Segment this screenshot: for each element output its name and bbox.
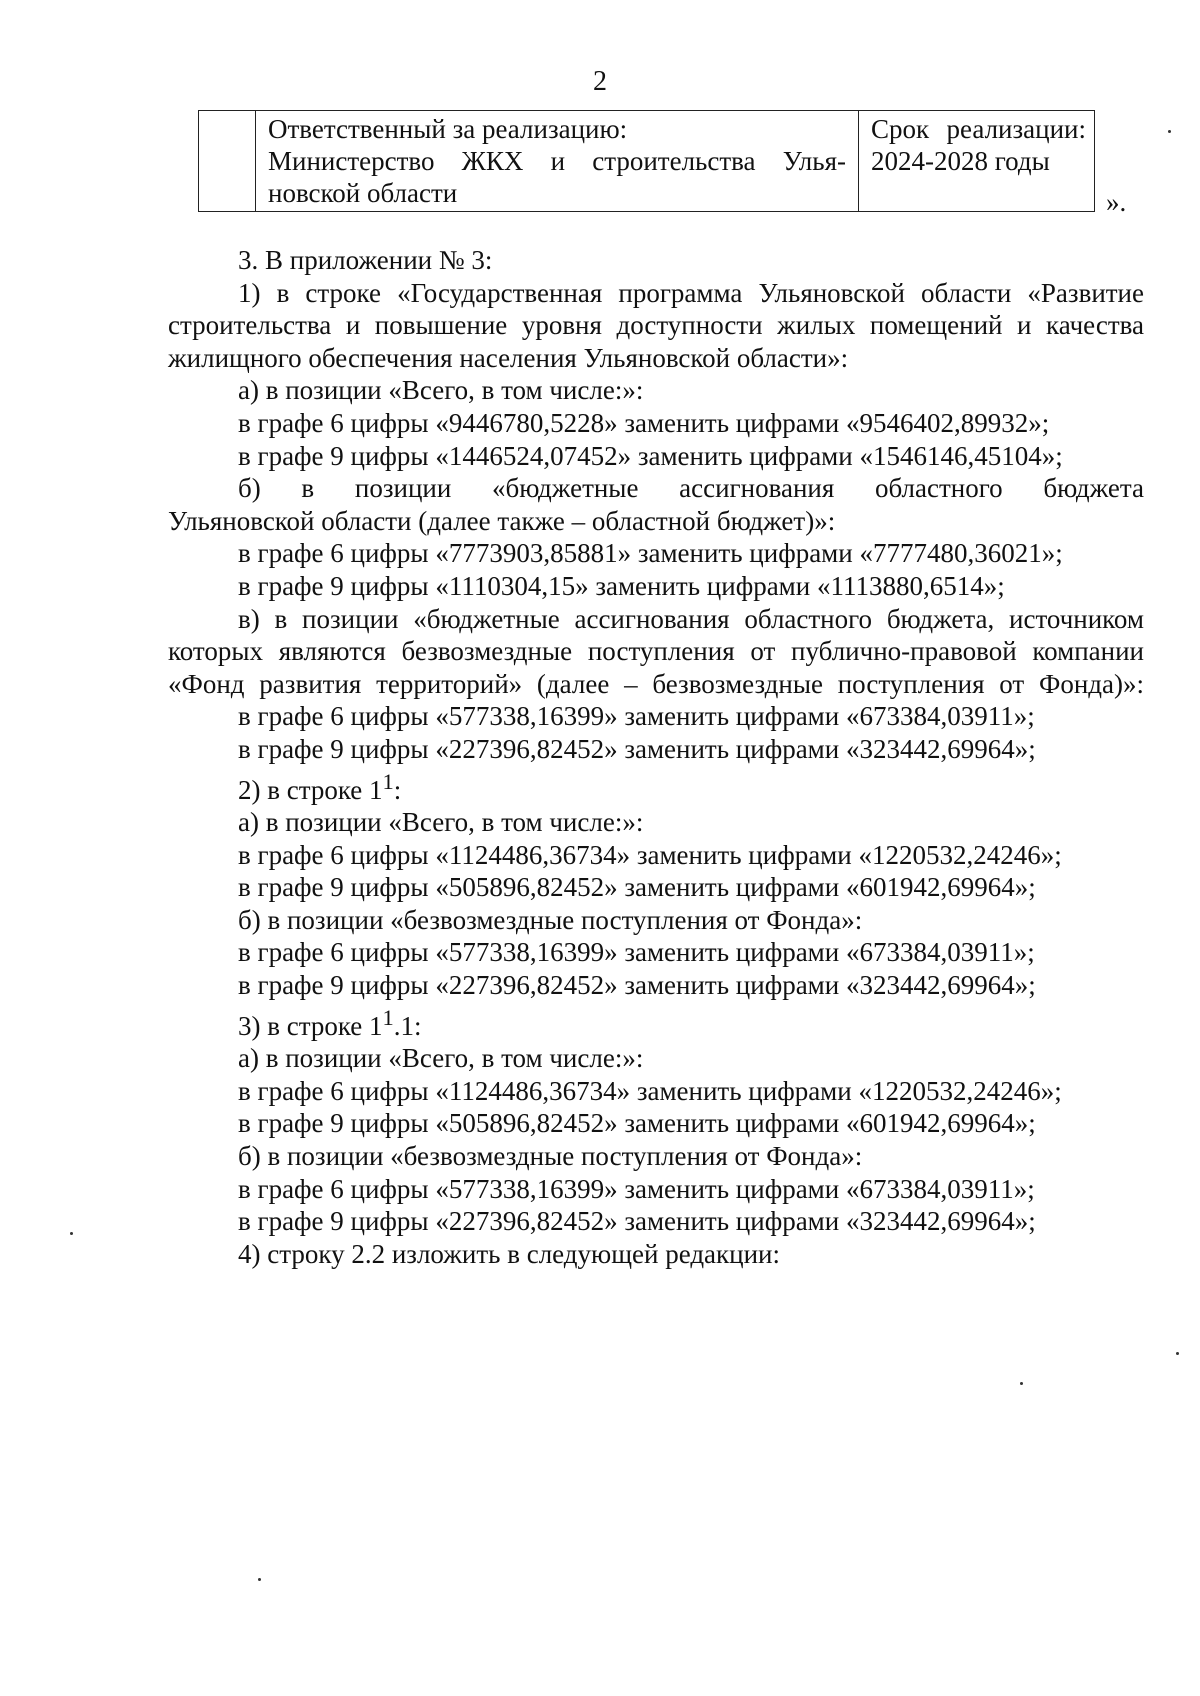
text-line: б) в позиции «безвозмездные поступления от Фонда»: (238, 904, 863, 935)
text-line: в графе 9 цифры «1446524,07452» заменить цифрами «1546146,45104»; (238, 440, 1063, 471)
text-line: 1) в строке «Государственная программа Ульяновской области «Развитие (238, 277, 1144, 308)
text-line: в графе 9 цифры «227396,82452» заменить цифрами «323442,69964»; (238, 733, 1036, 764)
scan-speck (70, 1232, 73, 1235)
text-line: в графе 9 цифры «227396,82452» заменить цифрами «323442,69964»; (238, 970, 1036, 1001)
text-line: в графе 9 цифры «227396,82452» заменить цифрами «323442,69964»; (238, 1206, 1036, 1237)
table-cell-empty (199, 111, 256, 212)
scan-speck (1176, 1352, 1179, 1355)
text-line: в графе 9 цифры «505896,82452» заменить цифрами «601942,69964»; (238, 872, 1036, 903)
line-text: 2) в строке 1 (238, 774, 383, 805)
text-line: б) в позиции «бюджетные ассигнования областного бюджета (238, 473, 1144, 504)
text-line: б) в позиции «безвозмездные поступления от Фонда»: (238, 1141, 863, 1172)
responsible-line: Министерство ЖКХ и строительства Улья- (268, 146, 846, 176)
text-line: «Фонд развития территорий» (далее – безвозмездные поступления от Фонда)»: (168, 668, 1144, 699)
text-line: а) в позиции «Всего, в том числе:»: (238, 807, 644, 838)
text-line (168, 1002, 1144, 1043)
superscript: 1 (382, 768, 394, 794)
text-line: 3. В приложении № 3: (238, 245, 493, 275)
page-number: 2 (593, 66, 607, 97)
text-line: в графе 9 цифры «1110304,15» заменить цифрами «1113880,6514»; (238, 570, 1005, 601)
text-line: в графе 6 цифры «577338,16399» заменить цифрами «673384,03911»; (238, 701, 1035, 732)
text-line: а) в позиции «Всего, в том числе:»: (238, 1043, 644, 1074)
line-text: : (393, 774, 402, 805)
term-line: 2024-2028 годы (871, 146, 1050, 176)
text-line: Ульяновской области (далее также – областной бюджет)»: (168, 505, 836, 536)
scan-speck (258, 1578, 261, 1581)
amendment-text (168, 244, 1144, 1270)
text-line: в графе 6 цифры «9446780,5228» заменить цифрами «9546402,89932»; (238, 407, 1050, 438)
text-line: строительства и повышение уровня доступности жилых помещений и качества (168, 310, 1144, 341)
text-line: в графе 9 цифры «505896,82452» заменить цифрами «601942,69964»; (238, 1108, 1036, 1139)
term-line: Срок реализации: (871, 114, 1086, 144)
program-passport-table (198, 110, 1095, 212)
responsible-cell (256, 111, 859, 212)
line-text: .1: (393, 1010, 422, 1041)
text-line: 4) строку 2.2 изложить в следующей редакции: (238, 1238, 781, 1269)
responsible-line: новской области (268, 178, 458, 208)
text-line: а) в позиции «Всего, в том числе:»: (238, 375, 644, 406)
responsible-line: Ответственный за реализацию: (268, 114, 628, 144)
closing-quote: ». (1106, 187, 1127, 217)
text-line: в графе 6 цифры «577338,16399» заменить цифрами «673384,03911»; (238, 1173, 1035, 1204)
scan-speck (1020, 1382, 1023, 1385)
text-line: в графе 6 цифры «7773903,85881» заменить цифрами «7777480,36021»; (238, 538, 1063, 569)
superscript: 1 (382, 1004, 394, 1030)
scan-speck (1168, 130, 1171, 133)
text-line: в графе 6 цифры «1124486,36734» заменить цифрами «1220532,24246»; (238, 839, 1062, 870)
line-text: 3) в строке 1 (238, 1010, 383, 1041)
text-line: которых являются безвозмездные поступления от публично-правовой компании (168, 636, 1144, 667)
text-line (168, 766, 1144, 807)
text-line: жилищного обеспечения населения Ульяновской области»: (168, 342, 849, 373)
text-line: в графе 6 цифры «1124486,36734» заменить цифрами «1220532,24246»; (238, 1075, 1062, 1106)
text-line: в графе 6 цифры «577338,16399» заменить цифрами «673384,03911»; (238, 937, 1035, 968)
table-row (199, 111, 1095, 212)
text-line: в) в позиции «бюджетные ассигнования областного бюджета, источником (238, 603, 1144, 634)
term-cell (859, 111, 1095, 212)
